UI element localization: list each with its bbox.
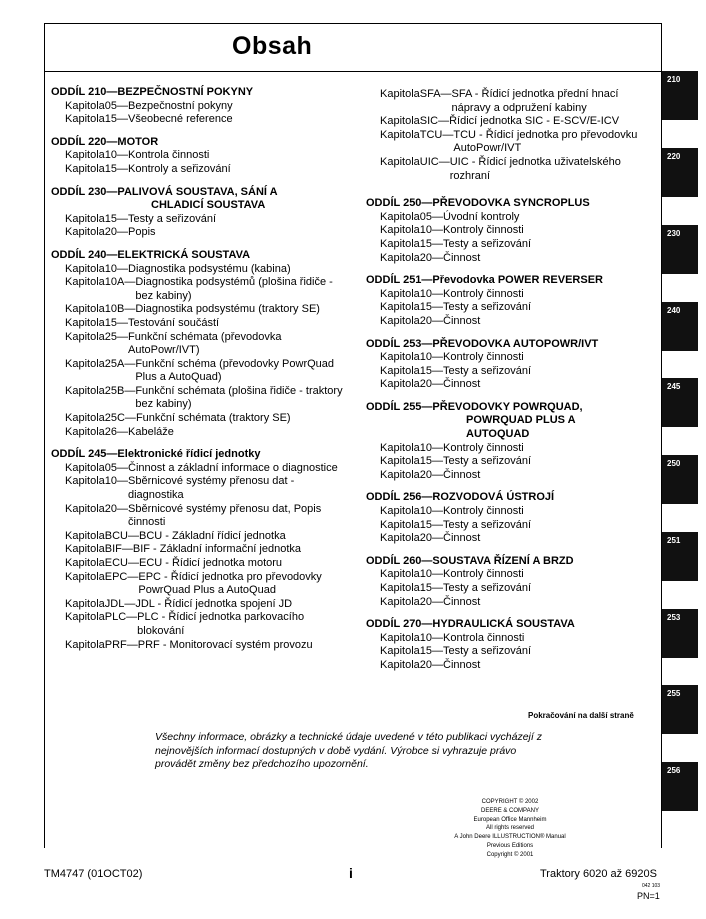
- toc-entry-title: Testy a seřizování: [443, 237, 532, 250]
- toc-entry-chapter: Kapitola15—: [65, 316, 128, 329]
- section-heading-line: ODDÍL 245—Elektronické řídicí jednotky: [51, 448, 261, 461]
- toc-entry-title: Testy a seřizování: [443, 455, 532, 468]
- toc-entry[interactable]: [366, 469, 658, 483]
- toc-entry-chapter: Kapitola20—: [380, 251, 443, 264]
- footer-model: Traktory 6020 až 6920S: [540, 868, 657, 880]
- toc-entry[interactable]: [51, 530, 343, 544]
- section-tab-251[interactable]: 251: [662, 532, 698, 581]
- toc-entry-chapter: KapitolaSIC—: [380, 115, 450, 128]
- toc-entry-chapter: KapitolaEPC—: [65, 570, 139, 583]
- section-heading: [51, 448, 343, 462]
- toc-entry-chapter: Kapitola15—: [380, 301, 443, 314]
- toc-entry-title: JDL - Řídicí jednotka spojení JD: [135, 597, 293, 610]
- toc-entry-chapter: Kapitola20—: [380, 378, 443, 391]
- toc-entry[interactable]: [366, 288, 658, 302]
- toc-entry[interactable]: [51, 358, 343, 385]
- footer-doc-id: TM4747 (01OCT02): [44, 868, 143, 880]
- section-tab-256[interactable]: 256: [662, 762, 698, 811]
- toc-entry-title: PLC - Řídicí jednotka parkovacího blokování: [137, 611, 305, 637]
- toc-entry-title: Testy a seřizování: [443, 364, 532, 377]
- toc-entry-chapter: KapitolaBCU—: [65, 529, 139, 542]
- section-heading-line: ODDÍL 253—PŘEVODOVKA AUTOPOWR/IVT: [366, 337, 599, 350]
- toc-entry-chapter: Kapitola10A—: [65, 276, 136, 289]
- toc-entry-title: BIF - Základní informační jednotka: [132, 543, 302, 556]
- section-heading-line: ODDÍL 251—Převodovka POWER REVERSER: [366, 274, 603, 287]
- toc-entry[interactable]: [51, 412, 343, 426]
- toc-entry-chapter: KapitolaUIC—: [380, 155, 450, 168]
- toc-entry[interactable]: [51, 276, 343, 303]
- toc-entry[interactable]: [51, 543, 343, 557]
- toc-entry-title: Všeobecné reference: [128, 113, 233, 126]
- toc-entry[interactable]: [366, 582, 658, 596]
- toc-entry-chapter: KapitolaJDL—: [65, 597, 136, 610]
- toc-entry-chapter: Kapitola05—: [65, 461, 128, 474]
- toc-entry[interactable]: [366, 115, 658, 129]
- toc-entry-title: Činnost: [443, 468, 481, 481]
- toc-entry-title: Popis: [128, 226, 156, 239]
- footer-pn: PN=1: [637, 891, 660, 901]
- toc-entry[interactable]: [51, 263, 343, 277]
- toc-entry[interactable]: [51, 163, 343, 177]
- toc-entry-chapter: Kapitola10—: [380, 631, 443, 644]
- toc-entry-title: Testy a seřizování: [443, 645, 532, 658]
- toc-entry-chapter: Kapitola15—: [65, 212, 128, 225]
- section-heading-line: ODDÍL 210—BEZPEČNOSTNÍ POKYNY: [51, 86, 254, 98]
- copyright-line: Copyright © 2001: [486, 851, 534, 858]
- section-heading: [51, 186, 343, 213]
- toc-entry-chapter: Kapitola15—: [65, 162, 128, 175]
- frame-top-line: [44, 23, 662, 24]
- toc-entry-chapter: Kapitola20—: [65, 502, 128, 515]
- section-heading: [366, 274, 658, 288]
- section-tab-230[interactable]: 230: [662, 225, 698, 274]
- section-tab-240[interactable]: 240: [662, 302, 698, 351]
- toc-entry-chapter: Kapitola10—: [65, 262, 128, 275]
- section-heading: [366, 197, 658, 211]
- copyright-line: DEERE & COMPANY: [481, 807, 539, 814]
- toc-entry-chapter: KapitolaBIF—: [65, 543, 133, 556]
- toc-entry[interactable]: [366, 645, 658, 659]
- toc-entry-chapter: Kapitola15—: [380, 237, 443, 250]
- toc-entry-chapter: Kapitola10—: [380, 441, 443, 454]
- toc-entry[interactable]: [51, 462, 343, 476]
- toc-entry[interactable]: [366, 224, 658, 238]
- toc-entry-title: Činnost: [443, 595, 481, 608]
- toc-entry[interactable]: [366, 505, 658, 519]
- toc-entry-chapter: Kapitola10B—: [65, 303, 136, 316]
- section-tab-253[interactable]: 253: [662, 609, 698, 658]
- page-title: Obsah: [232, 32, 313, 60]
- section-tab-245[interactable]: 245: [662, 378, 698, 427]
- toc-entry-title: Kontroly činnosti: [443, 568, 524, 581]
- toc-entry-title: UIC - Řídicí jednotka uživatelského rozhraní: [449, 155, 621, 182]
- toc-entry-chapter: Kapitola25C—: [65, 412, 136, 425]
- toc-entry-title: EPC - Řídicí jednotka pro převodovky PowrQuad Plus a AutoQuad: [138, 570, 322, 597]
- toc-entry[interactable]: [51, 475, 343, 502]
- toc-entry-title: Funkční schémata (převodovka AutoPowr/IVT): [128, 330, 282, 357]
- toc-entry-title: Činnost: [443, 314, 481, 327]
- toc-entry-title: Činnost: [443, 378, 481, 391]
- toc-entry-title: Kontrola činnosti: [443, 631, 525, 644]
- disclaimer-note: Všechny informace, obrázky a technické údaje uvedené v této publikaci vycházejí z nejnovějších informací dostupných v době vydání. Výrobce si vyhrazuje právo provádět změny bez předchozího upozornění.: [155, 731, 542, 770]
- copyright-line: European Office Mannheim: [473, 816, 547, 823]
- copyright-line: COPYRIGHT © 2002: [481, 799, 539, 805]
- section-heading-line: ODDÍL 256—ROZVODOVÁ ÚSTROJÍ: [366, 491, 555, 504]
- toc-entry-chapter: Kapitola25B—: [65, 384, 136, 397]
- toc-entry[interactable]: [366, 519, 658, 533]
- toc-entry-chapter: Kapitola20—: [380, 595, 443, 608]
- toc-entry[interactable]: [366, 659, 658, 673]
- toc-entry-chapter: Kapitola20—: [380, 532, 443, 545]
- toc-entry[interactable]: [366, 351, 658, 365]
- toc-entry-title: Kontroly činnosti: [443, 287, 524, 300]
- toc-entry-title: BCU - Základní řídicí jednotka: [138, 529, 286, 542]
- toc-entry-chapter: Kapitola10—: [65, 475, 128, 488]
- toc-entry[interactable]: [51, 571, 343, 598]
- toc-entry[interactable]: [366, 238, 658, 252]
- toc-entry-title: SFA - Řídicí jednotka přední hnací nápravy a odpružení kabiny: [451, 88, 619, 114]
- toc-entry[interactable]: [366, 378, 658, 392]
- copyright-line: A John Deere ILLUSTRUCTION® Manual: [454, 834, 566, 841]
- toc-entry[interactable]: [51, 317, 343, 331]
- toc-entry-chapter: Kapitola20—: [380, 314, 443, 327]
- toc-entry[interactable]: [51, 303, 343, 317]
- toc-entry[interactable]: [366, 211, 658, 225]
- section-heading: [51, 136, 343, 150]
- toc-entry-chapter: Kapitola10—: [65, 149, 128, 162]
- toc-entry[interactable]: [366, 632, 658, 646]
- toc-entry-chapter: KapitolaPRF—: [65, 638, 138, 651]
- toc-entry[interactable]: [51, 503, 343, 530]
- toc-entry-title: Testy a seřizování: [443, 518, 532, 531]
- section-heading: [366, 401, 658, 442]
- toc-entry[interactable]: [51, 331, 343, 358]
- toc-entry-chapter: Kapitola15—: [380, 582, 443, 594]
- continued-note: Pokračování na další straně: [528, 711, 634, 720]
- toc-entry[interactable]: [51, 113, 343, 127]
- section-heading-line: ODDÍL 255—PŘEVODOVKY POWRQUAD,: [366, 400, 583, 413]
- toc-entry-chapter: Kapitola15—: [380, 364, 443, 377]
- footer-page-number: i: [349, 865, 353, 881]
- toc-entry[interactable]: [51, 639, 343, 653]
- toc-entry[interactable]: [366, 442, 658, 456]
- section-heading-line: ODDÍL 270—HYDRAULICKÁ SOUSTAVA: [366, 618, 575, 631]
- section-heading-line: ODDÍL 220—MOTOR: [51, 135, 159, 148]
- toc-entry-title: Činnost a základní informace o diagnostice: [128, 461, 338, 474]
- toc-entry-chapter: Kapitola25A—: [65, 357, 136, 370]
- footer-code: 042 103: [642, 883, 661, 889]
- toc-entry[interactable]: [366, 252, 658, 266]
- section-tab-220[interactable]: 220: [662, 148, 698, 197]
- toc-entry-title: Kabeláže: [128, 425, 174, 438]
- section-heading-line: POWRQUAD PLUS A: [466, 414, 576, 427]
- toc-entry-title: Kontroly a seřizování: [128, 162, 231, 175]
- toc-entry-chapter: Kapitola10—: [380, 568, 443, 581]
- toc-entry-chapter: KapitolaTCU—: [380, 128, 454, 141]
- toc-entry-title: ECU - Řídicí jednotka motoru: [138, 557, 283, 569]
- toc-entry-title: Úvodní kontroly: [443, 210, 520, 223]
- section-tab-250[interactable]: 250: [662, 455, 698, 504]
- toc-entry[interactable]: [51, 149, 343, 163]
- section-heading: [366, 338, 658, 352]
- toc-entry[interactable]: [366, 88, 658, 115]
- toc-entry-chapter: Kapitola20—: [380, 658, 443, 671]
- section-heading-line: ODDÍL 240—ELEKTRICKÁ SOUSTAVA: [51, 248, 251, 261]
- toc-entry-title: Testy a seřizování: [443, 301, 532, 314]
- toc-entry[interactable]: [51, 611, 343, 638]
- toc-entry[interactable]: [366, 568, 658, 582]
- toc-entry[interactable]: [51, 557, 343, 571]
- toc-entry-title: Funkční schémata (traktory SE): [135, 412, 291, 425]
- toc-entry-title: Diagnostika podsystémů (plošina řidiče - bez kabiny): [135, 276, 333, 302]
- toc-entry-title: Diagnostika podsystému (kabina): [128, 262, 291, 275]
- toc-entry-chapter: Kapitola05—: [380, 210, 443, 223]
- toc-entry-title: Činnost: [443, 658, 481, 671]
- toc-entry-title: PRF - Monitorovací systém provozu: [137, 638, 313, 651]
- toc-entry-chapter: Kapitola15—: [380, 518, 443, 531]
- toc-entry-chapter: KapitolaSFA—: [380, 88, 452, 100]
- toc-entry[interactable]: [366, 532, 658, 546]
- toc-entry-title: Diagnostika podsystému (traktory SE): [135, 303, 320, 316]
- toc-entry-title: Kontrola činnosti: [128, 149, 210, 162]
- toc-entry-title: Funkční schémata (plošina řidiče - traktory bez kabiny): [135, 384, 343, 411]
- section-heading: [51, 249, 343, 263]
- toc-entry-title: Činnost: [443, 532, 481, 545]
- section-heading: [366, 491, 658, 505]
- toc-entry-chapter: Kapitola15—: [65, 113, 128, 126]
- toc-entry-title: Bezpečnostní pokyny: [128, 99, 233, 112]
- toc-entry-chapter: Kapitola20—: [65, 226, 128, 239]
- toc-entry[interactable]: [366, 129, 658, 156]
- toc-entry-chapter: Kapitola10—: [380, 351, 443, 364]
- toc-entry[interactable]: [51, 426, 343, 440]
- toc-entry-title: Činnost: [443, 251, 481, 264]
- toc-entry-title: Funkční schéma (převodovky PowrQuad Plus a AutoQuad): [135, 357, 335, 384]
- toc-entry-chapter: Kapitola10—: [380, 224, 443, 237]
- section-tab-210[interactable]: 210: [662, 71, 698, 120]
- toc-entry-chapter: Kapitola10—: [380, 287, 443, 300]
- toc-entry[interactable]: [366, 156, 658, 183]
- section-heading-line: ODDÍL 250—PŘEVODOVKA SYNCROPLUS: [366, 197, 590, 210]
- copyright-block: [440, 798, 580, 860]
- toc-entry-title: Kontroly činnosti: [443, 505, 524, 518]
- toc-entry[interactable]: [51, 385, 343, 412]
- toc-entry[interactable]: [51, 100, 343, 114]
- section-heading: [366, 618, 658, 632]
- toc-entry-title: Testování součástí: [128, 316, 220, 329]
- copyright-line: All rights reserved: [485, 825, 535, 832]
- toc-entry-chapter: KapitolaECU—: [65, 557, 139, 569]
- toc-entry[interactable]: [366, 365, 658, 379]
- toc-entry-title: Testy a seřizování: [128, 212, 217, 225]
- toc-entry[interactable]: [51, 213, 343, 227]
- toc-entry[interactable]: [51, 598, 343, 612]
- toc-entry[interactable]: [366, 455, 658, 469]
- toc-entry-title: Sběrnicové systémy přenosu dat, Popis činnosti: [128, 502, 322, 529]
- toc-entry-chapter: KapitolaPLC—: [65, 611, 138, 624]
- toc-entry-title: Testy a seřizování: [443, 582, 532, 594]
- section-heading: [51, 86, 343, 100]
- section-tab-255[interactable]: 255: [662, 685, 698, 734]
- copyright-line: Previous Editions: [486, 842, 534, 849]
- left-column: [51, 86, 343, 652]
- toc-entry-chapter: Kapitola10—: [380, 505, 443, 518]
- toc-entry-title: Kontroly činnosti: [443, 441, 524, 454]
- toc-entry-chapter: Kapitola15—: [380, 645, 443, 658]
- toc-entry-chapter: Kapitola26—: [65, 425, 128, 438]
- toc-entry[interactable]: [366, 301, 658, 315]
- toc-entry-title: Řídicí jednotka SIC - E-SCV/E-ICV: [449, 115, 620, 128]
- section-heading: [366, 555, 658, 569]
- section-heading-line: ODDÍL 260—SOUSTAVA ŘÍZENÍ A BRZD: [366, 554, 574, 567]
- toc-entry-chapter: Kapitola20—: [380, 468, 443, 481]
- section-heading-line: AUTOQUAD: [466, 428, 530, 441]
- toc-entry[interactable]: [51, 226, 343, 240]
- toc-entry-title: Kontroly činnosti: [443, 351, 524, 364]
- right-column: [366, 88, 658, 673]
- toc-entry[interactable]: [366, 315, 658, 329]
- toc-entry-chapter: Kapitola15—: [380, 455, 443, 468]
- toc-entry-chapter: Kapitola25—: [65, 330, 128, 343]
- toc-entry-chapter: Kapitola05—: [65, 99, 128, 112]
- section-heading-line: CHLADICÍ SOUSTAVA: [151, 199, 266, 212]
- toc-entry-title: Sběrnicové systémy přenosu dat - diagnostika: [128, 475, 295, 502]
- section-heading-line: ODDÍL 230—PALIVOVÁ SOUSTAVA, SÁNÍ A: [51, 185, 278, 198]
- toc-entry[interactable]: [366, 596, 658, 610]
- toc-entry-title: TCU - Řídicí jednotka pro převodovku AutoPowr/IVT: [453, 128, 638, 155]
- toc-entry-title: Kontroly činnosti: [443, 224, 524, 237]
